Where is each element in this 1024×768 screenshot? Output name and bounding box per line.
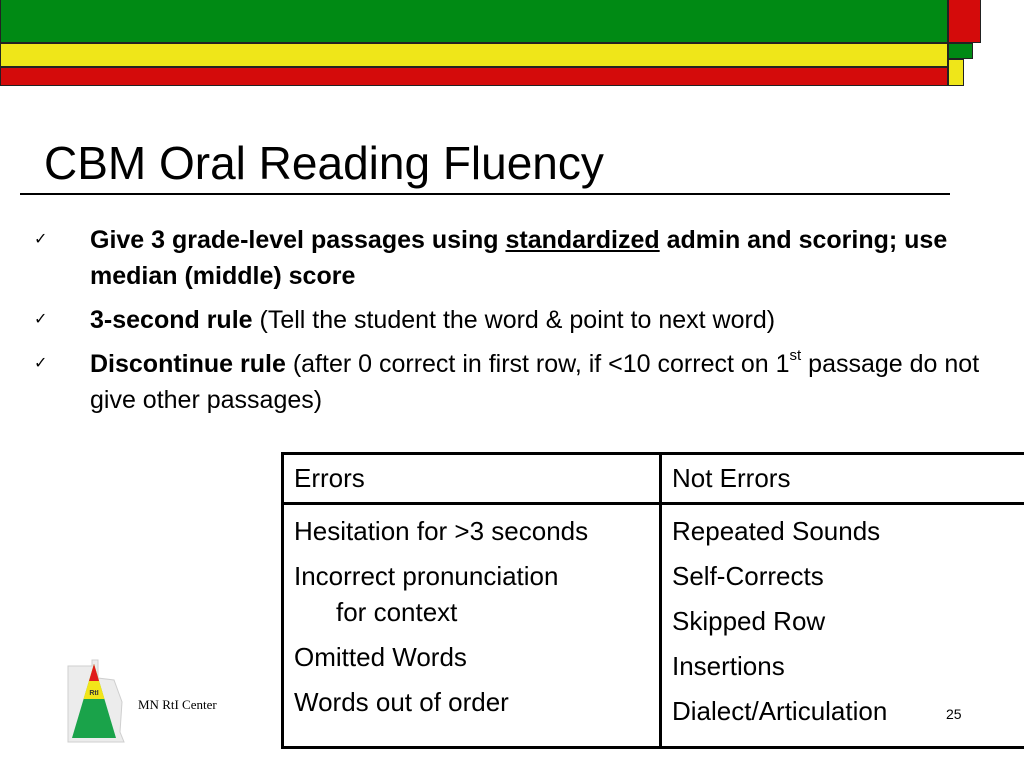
bullet-text: admin and scoring; use median (middle) score bbox=[90, 226, 948, 290]
list-item: Repeated Sounds bbox=[672, 516, 881, 546]
header-stripe-yellow bbox=[0, 43, 948, 67]
list-item: Hesitation for >3 seconds bbox=[294, 516, 589, 546]
list-item: Insertions bbox=[672, 651, 785, 681]
page-number: 25 bbox=[946, 706, 962, 722]
bullet-heading: 3-second rule bbox=[90, 306, 253, 334]
errors-cell bbox=[283, 504, 661, 748]
rti-pyramid-logo bbox=[64, 658, 126, 744]
list-item-continuation: for context bbox=[336, 597, 458, 627]
footer-organization: MN RtI Center bbox=[138, 697, 217, 712]
errors-table bbox=[281, 452, 1024, 749]
bullet-heading: Discontinue rule bbox=[90, 350, 286, 378]
table-header-row bbox=[283, 454, 1024, 504]
list-item: Words out of order bbox=[294, 687, 509, 717]
not-errors-cell bbox=[661, 504, 1024, 748]
slide-title: CBM Oral Reading Fluency bbox=[44, 137, 604, 189]
list-item: Dialect/Articulation bbox=[672, 696, 888, 726]
table-row bbox=[283, 504, 1024, 748]
header-stripe-green bbox=[0, 0, 948, 43]
list-item: Omitted Words bbox=[294, 642, 467, 672]
bullet-text: Give 3 grade-level passages using bbox=[90, 226, 506, 254]
bullet-text: (Tell the student the word & point to next word) bbox=[252, 306, 776, 334]
bullet-list bbox=[34, 222, 994, 426]
list-item: Incorrect pronunciation bbox=[294, 561, 559, 591]
list-item: Self-Corrects bbox=[672, 561, 824, 591]
corner-block-green bbox=[948, 43, 973, 59]
ordinal-suffix: st bbox=[789, 346, 802, 364]
header-stripe-red bbox=[0, 67, 948, 86]
checkmark-icon: ✓ bbox=[34, 355, 48, 372]
bullet-discontinue-rule bbox=[34, 346, 994, 418]
bullet-passages bbox=[34, 222, 994, 294]
title-divider bbox=[20, 193, 950, 195]
logo-label: RtI bbox=[89, 690, 99, 697]
bullet-text: (after 0 correct in first row, if <10 correct on 1 bbox=[285, 350, 790, 378]
bullet-three-second-rule bbox=[34, 302, 994, 338]
header-errors: Errors bbox=[283, 454, 661, 504]
list-item: Skipped Row bbox=[672, 606, 826, 636]
checkmark-icon: ✓ bbox=[34, 231, 48, 248]
header-not-errors: Not Errors bbox=[661, 454, 1024, 504]
bullet-text: passage do not give other passages) bbox=[90, 350, 980, 414]
bullet-emphasis: standardized bbox=[505, 226, 660, 254]
checkmark-icon: ✓ bbox=[34, 311, 48, 328]
corner-block-yellow bbox=[948, 59, 964, 86]
corner-block-red bbox=[948, 0, 981, 43]
